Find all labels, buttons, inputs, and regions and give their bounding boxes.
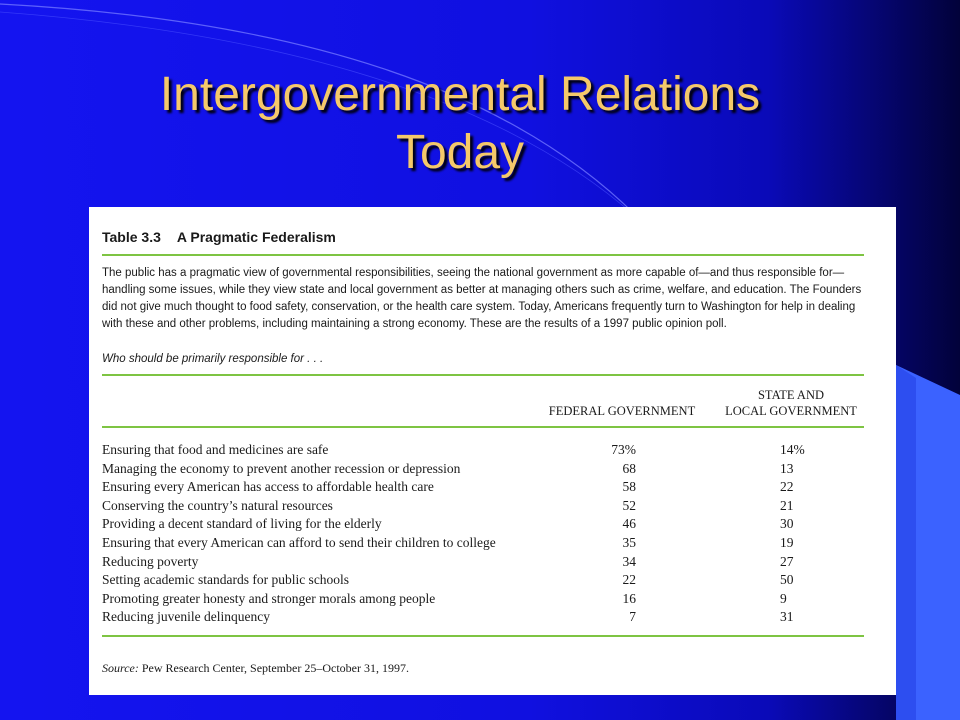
row-label: Ensuring that every American can afford to send their children to college — [102, 534, 496, 550]
row-state-value: 13 — [780, 460, 794, 476]
row-federal-value: 68 — [622, 460, 636, 476]
column-header-state-line-2: LOCAL GOVERNMENT — [725, 404, 857, 418]
slide-title — [60, 66, 860, 182]
row-federal-value: 16 — [622, 590, 636, 606]
row-state-value: 30 — [780, 516, 794, 532]
slide-title-line-2: Today — [395, 126, 525, 179]
table-question: Who should be primarily responsible for . . . — [102, 353, 324, 365]
table-row — [102, 479, 864, 498]
row-label: Providing a decent standard of living for the elderly — [102, 516, 382, 532]
row-state-value: 27 — [780, 553, 794, 569]
row-federal-value: 73% — [611, 442, 636, 457]
row-label: Conserving the country’s natural resources — [102, 497, 333, 513]
row-federal-value: 46 — [622, 516, 636, 532]
row-label: Managing the economy to prevent another recession or depression — [102, 460, 461, 476]
source-text: Pew Research Center, September 25–October 31, 1997. — [141, 661, 409, 675]
column-header-federal: FEDERAL GOVERNMENT — [548, 404, 696, 418]
table-heading — [102, 229, 336, 245]
table-body — [102, 442, 864, 628]
row-state-value: 19 — [780, 534, 794, 550]
row-federal-value: 7 — [629, 609, 636, 625]
table-source — [102, 661, 409, 676]
decorative-corner-shadow — [896, 365, 916, 720]
table-row — [102, 591, 864, 610]
row-label: Ensuring every American has access to affordable health care — [102, 479, 434, 495]
slide-title-line-1: Intergovernmental Relations — [159, 68, 761, 121]
row-state-value: 22 — [780, 479, 794, 495]
row-state-value: 9 — [780, 590, 787, 606]
row-federal-value: 35 — [622, 534, 636, 550]
column-header-state-local — [716, 387, 866, 419]
row-state-value: 31 — [780, 609, 794, 625]
table-row — [102, 442, 864, 461]
row-federal-value: 22 — [622, 572, 636, 588]
table-intro: The public has a pragmatic view of governmental responsibilities, seeing the national government as more capable of—and thus responsible for—handling some issues, while they view state and local government as better at managing others such as crime, welfare, and education. The Founders did not give much thought to food safety, conservation, or the health care system. Today, Americans frequently turn to Washington for help in dealing with these and other problems, including maintaining a strong economy. These are the results of a 1997 public opinion poll. — [102, 267, 862, 330]
table-row — [102, 516, 864, 535]
column-header-state-line-1: STATE AND — [757, 388, 824, 402]
row-label: Ensuring that food and medicines are safe — [102, 442, 329, 457]
table-row — [102, 609, 864, 628]
table-number: Table 3.3 — [102, 229, 161, 245]
row-federal-value: 34 — [622, 553, 636, 569]
table-bottom-rule — [102, 635, 864, 637]
row-state-value: 14% — [780, 442, 805, 457]
row-state-value: 21 — [780, 497, 794, 513]
source-label: Source: — [102, 661, 139, 675]
table-name: A Pragmatic Federalism — [176, 229, 336, 245]
column-header-rule — [102, 426, 864, 428]
table-row — [102, 498, 864, 517]
row-federal-value: 52 — [622, 497, 636, 513]
row-label: Reducing poverty — [102, 553, 199, 569]
table-row — [102, 572, 864, 591]
table-panel — [89, 207, 896, 695]
row-label: Promoting greater honesty and stronger morals among people — [102, 590, 436, 606]
row-federal-value: 58 — [622, 479, 636, 495]
table-row — [102, 461, 864, 480]
table-row — [102, 535, 864, 554]
question-rule — [102, 374, 864, 376]
row-label: Reducing juvenile delinquency — [102, 609, 270, 625]
heading-rule — [102, 254, 864, 256]
table-row — [102, 554, 864, 573]
row-label: Setting academic standards for public schools — [102, 572, 350, 588]
row-state-value: 50 — [780, 572, 794, 588]
